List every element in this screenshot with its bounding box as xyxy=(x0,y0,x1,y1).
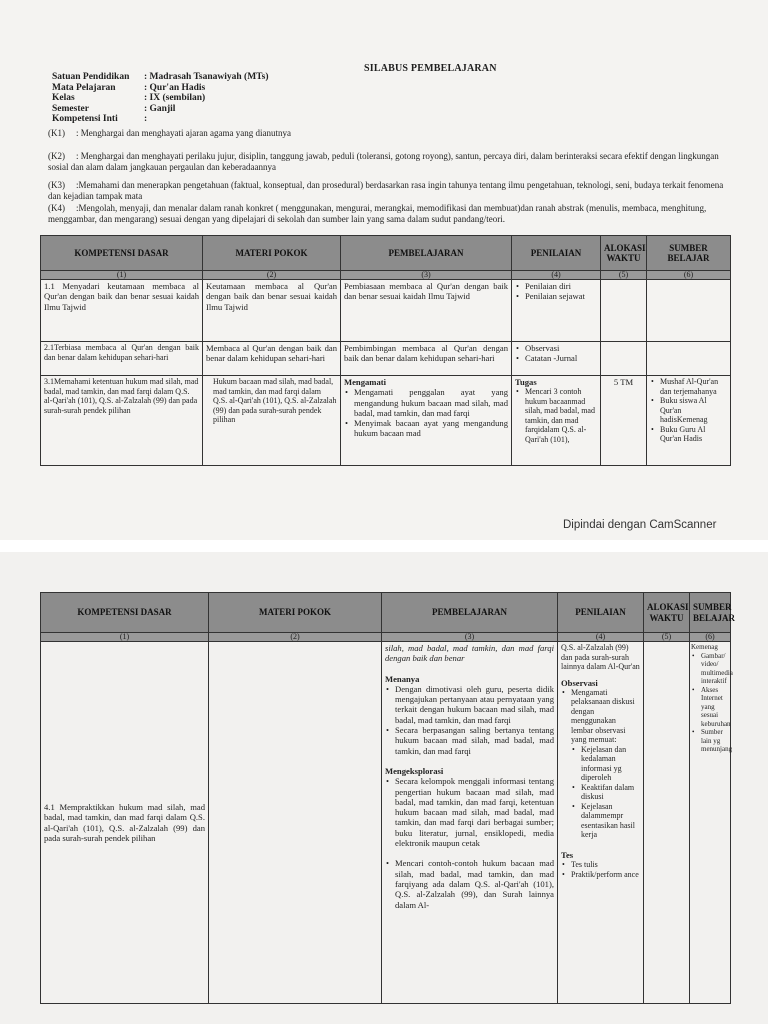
penilaian-cell xyxy=(512,376,601,466)
materi-cell: Keutamaan membaca al Qur'an dengan baik dan benar sesuai kaidah Ilmu Tajwid xyxy=(203,280,341,342)
section-heading: Mengamati xyxy=(344,377,387,387)
header-kompetensi-dasar: KOMPETENSI DASAR xyxy=(41,236,203,271)
ki-2: (K2) : Menghargai dan menghayati perilaku jujur, disiplin, tanggung jawab, peduli (toleransi, gotong royong), santun, percaya diri, dalam berinteraksi secara efektif dengan lingkungan sosial dan alam dalam jangkauan pergaulan dan keberadaannya xyxy=(48,151,719,172)
list-item: • Mushaf Al-Qur'an dan terjemahanya xyxy=(650,377,727,396)
pembelajaran-cell: Pembimbingan membaca al Qur'an dengan baik dan benar dalam kehidupan sehari-hari xyxy=(341,342,512,376)
alokasi-cell xyxy=(601,280,647,342)
list-item: • Praktik/perform ance xyxy=(561,870,640,880)
pembelajaran-cell xyxy=(382,642,558,1004)
ki-1: (K1) : Menghargai dan menghayati ajaran agama yang dianutnya xyxy=(48,128,292,138)
col-number: (3) xyxy=(382,633,558,642)
pembelajaran-cell: Pembiasaan membaca al Qur'an dengan baik dan benar sesuai kaidah Ilmu Tajwid xyxy=(341,280,512,342)
col-number: (2) xyxy=(203,271,341,280)
section-heading: Observasi xyxy=(561,677,598,688)
alokasi-cell xyxy=(601,342,647,376)
list-item: • Buku Guru Al Qur'an Hadis xyxy=(650,425,727,444)
table-row xyxy=(41,642,731,1004)
materi-cell: Membaca al Qur'an dengan baik dan benar dalam kehidupan sehari-hari xyxy=(203,342,341,376)
list-item: • Penilaian sejawat xyxy=(515,291,597,301)
header-sumber-belajar: SUMBER BELAJAR xyxy=(690,593,731,633)
kd-cell: 2.1Terbiasa membaca al Qur'an dengan baik dan benar dalam kehidupan sehari-hari xyxy=(41,342,203,376)
list-item: • Akses Internet yang sesuai keburuhan xyxy=(691,686,729,729)
header-materi-pokok: MATERI POKOK xyxy=(209,593,382,633)
list-item: • Kejelasan dalammempr esentasikan hasil kerja xyxy=(571,802,640,840)
header-alokasi-waktu: ALOKASI WAKTU xyxy=(644,593,690,633)
section-heading: Mengeksplorasi xyxy=(385,765,444,776)
header-pembelajaran: PEMBELAJARAN xyxy=(341,236,512,271)
meta-label: Semester xyxy=(52,103,89,114)
list-item: • Mengamati pelaksanaan diskusi dengan menggunakan lembar observasi yang memuat: xyxy=(561,688,640,745)
sumber-cell xyxy=(647,342,731,376)
header-alokasi-waktu: ALOKASI WAKTU xyxy=(601,236,647,271)
list-item: • Menyimak bacaan ayat yang mengandung hukum bacaan mad xyxy=(344,418,508,439)
materi-cell: Hukum bacaan mad silah, mad badal, mad tamkin, dan mad farqi dalam Q.S. al-Qari'ah (101), Q.S. al-Zalzalah (99) dan pada surah-surah pendek pilihan xyxy=(203,376,341,466)
meta-value: : xyxy=(144,114,148,125)
table-row xyxy=(41,342,731,376)
list-item: • Secara kelompok menggali informasi tentang pengertian hukum bacaan mad silah, mad badal, mad tamkin, dan mad farqi, ketentuan hukum bacaan mad silah, mad badal, mad tamkin, dan mad farqi dari berbagai sumber; buku literatur, jurnal, ensiklopedi, media elektronik maupun cetak xyxy=(385,776,554,848)
continued-text: Kemenag xyxy=(691,643,718,651)
list-item: • Catatan -Jurnal xyxy=(515,353,597,363)
syllabus-table-page-1 xyxy=(40,235,731,466)
header-kompetensi-dasar: KOMPETENSI DASAR xyxy=(41,593,209,633)
penilaian-cell xyxy=(512,342,601,376)
document-title: SILABUS PEMBELAJARAN xyxy=(364,63,497,74)
col-number: (3) xyxy=(341,271,512,280)
list-item: • Gambar/ video/ multimedia interaktif xyxy=(691,652,729,686)
sumber-cell xyxy=(647,280,731,342)
kd-cell: 1.1 Menyadari keutamaan membaca al Qur'an dengan baik dan benar sesuai kaidah Ilmu Tajwid xyxy=(41,280,203,342)
identity-block xyxy=(52,72,269,125)
alokasi-cell xyxy=(644,642,690,1004)
meta-label: Kompetensi Inti xyxy=(52,114,118,125)
header-penilaian: PENILAIAN xyxy=(512,236,601,271)
header-penilaian: PENILAIAN xyxy=(558,593,644,633)
list-item: • Kejelasan dan kedalaman informasi yg diperoleh xyxy=(571,745,640,783)
table-row xyxy=(41,376,731,466)
col-number: (2) xyxy=(209,633,382,642)
col-number: (1) xyxy=(41,271,203,280)
section-heading: Tugas xyxy=(515,377,537,387)
col-number: (1) xyxy=(41,633,209,642)
page-2 xyxy=(0,552,768,1024)
meta-value: : Qur'an Hadis xyxy=(144,82,206,93)
col-number: (4) xyxy=(558,633,644,642)
header-sumber-belajar: SUMBER BELAJAR xyxy=(647,236,731,271)
continued-text: Q.S. al-Zalzalah (99) dan pada surah-surah lainnya dalam Al-Qur'an xyxy=(561,643,640,671)
list-item: • Dengan dimotivasi oleh guru, peserta didik mengajukan pertanyaan atau pernyataan yang terkait dengan hukum bacaan mad silah, mad badal, mad tamkin, dan mad farqi xyxy=(385,684,554,725)
list-item: • Buku siswa Al Qur'an hadisKemenag xyxy=(650,396,727,425)
continued-text: silah, mad badal, mad tamkin, dan mad farqi dengan baik dan benar xyxy=(385,643,554,664)
sumber-cell xyxy=(647,376,731,466)
meta-value: : Ganjil xyxy=(144,103,176,114)
list-item: • Mencari 3 contoh hukum bacaanmad silah, mad badal, mad tamkin, dan mad farqidalam Q.S. al-Qari'ah (101), xyxy=(515,387,597,444)
meta-label: Satuan Pendidikan xyxy=(52,72,130,82)
col-number: (6) xyxy=(647,271,731,280)
section-heading: Tes xyxy=(561,849,574,860)
scanner-watermark: Dipindai dengan CamScanner xyxy=(563,519,717,531)
materi-cell xyxy=(209,642,382,1004)
meta-label: Mata Pelajaran xyxy=(52,82,116,93)
list-item: • Secara berpasangan saling bertanya tentang hukum bacaan mad silah, mad badal, mad tamkin, dan mad farqi xyxy=(385,725,554,756)
ki-4: (K4) :Mengolah, menyaji, dan menalar dalam ranah konkret ( menggunakan, mengurai, merangkai, memodifikasi dan membuat)dan ranah abstrak (menulis, membaca, menghitung, menggambar, dan mengarang) sesuai dengan yang dipelajari di sekolah dan sumber lain yang sama dalam sudut pandang/teori. xyxy=(48,203,707,224)
syllabus-table-page-2 xyxy=(40,592,736,1004)
page-gap xyxy=(0,540,768,552)
table-row xyxy=(41,280,731,342)
list-item: • Penilaian diri xyxy=(515,281,597,291)
header-pembelajaran: PEMBELAJARAN xyxy=(382,593,558,633)
meta-value: : IX (sembilan) xyxy=(144,93,206,104)
col-number: (5) xyxy=(644,633,690,642)
kd-cell: 3.1Memahami ketentuan hukum mad silah, mad badal, mad tamkin, dan mad farqi dalam Q.S. al-Qari'ah (101), Q.S. al-Zalzalah (99) dan pada surah-surah pendek pilihan xyxy=(41,376,203,466)
list-item: • Sumber lain yg menunjang xyxy=(691,728,729,754)
col-number: (4) xyxy=(512,271,601,280)
list-item: • Mencari contoh-contoh hukum bacaan mad silah, mad badal, mad tamkin, dan mad farqiyang ada dalam Q.S. al-Qari'ah (101), Q.S. al-Zalzalah (99), dan Surah lainnya dalam Al- xyxy=(385,858,554,909)
kd-cell: 4.1 Mempraktikkan hukum mad silah, mad badal, mad tamkin, dan mad farqi dalam Q.S. al-Qari'ah (101), Q.S. al-Zalzalah (99) dan pada surah-surah pendek pilihan xyxy=(41,642,209,1004)
meta-value: : Madrasah Tsanawiyah (MTs) xyxy=(144,72,269,82)
penilaian-cell xyxy=(558,642,644,1004)
list-item: • Keaktifan dalam diskusi xyxy=(571,783,640,802)
penilaian-cell xyxy=(512,280,601,342)
ki-3: (K3) :Memahami dan menerapkan pengetahuan (faktual, konseptual, dan prosedural) berdasarkan rasa ingin tahunya tentang ilmu pengetahuan, teknologi, seni, budaya terkait fenomena dan kejadian tampak mata xyxy=(48,180,724,201)
list-item: • Tes tulis xyxy=(561,860,640,870)
col-number: (6) xyxy=(690,633,731,642)
header-materi-pokok: MATERI POKOK xyxy=(203,236,341,271)
section-heading: Menanya xyxy=(385,673,420,684)
pembelajaran-cell xyxy=(341,376,512,466)
list-item: • Mengamati penggalan ayat yang mengandung hukum bacaan mad silah, mad badal, mad tamkin, dan mad farqi xyxy=(344,387,508,418)
col-number: (5) xyxy=(601,271,647,280)
sumber-cell xyxy=(690,642,731,1004)
meta-label: Kelas xyxy=(52,93,75,104)
list-item: • Observasi xyxy=(515,343,597,353)
alokasi-cell: 5 TM xyxy=(601,376,647,466)
